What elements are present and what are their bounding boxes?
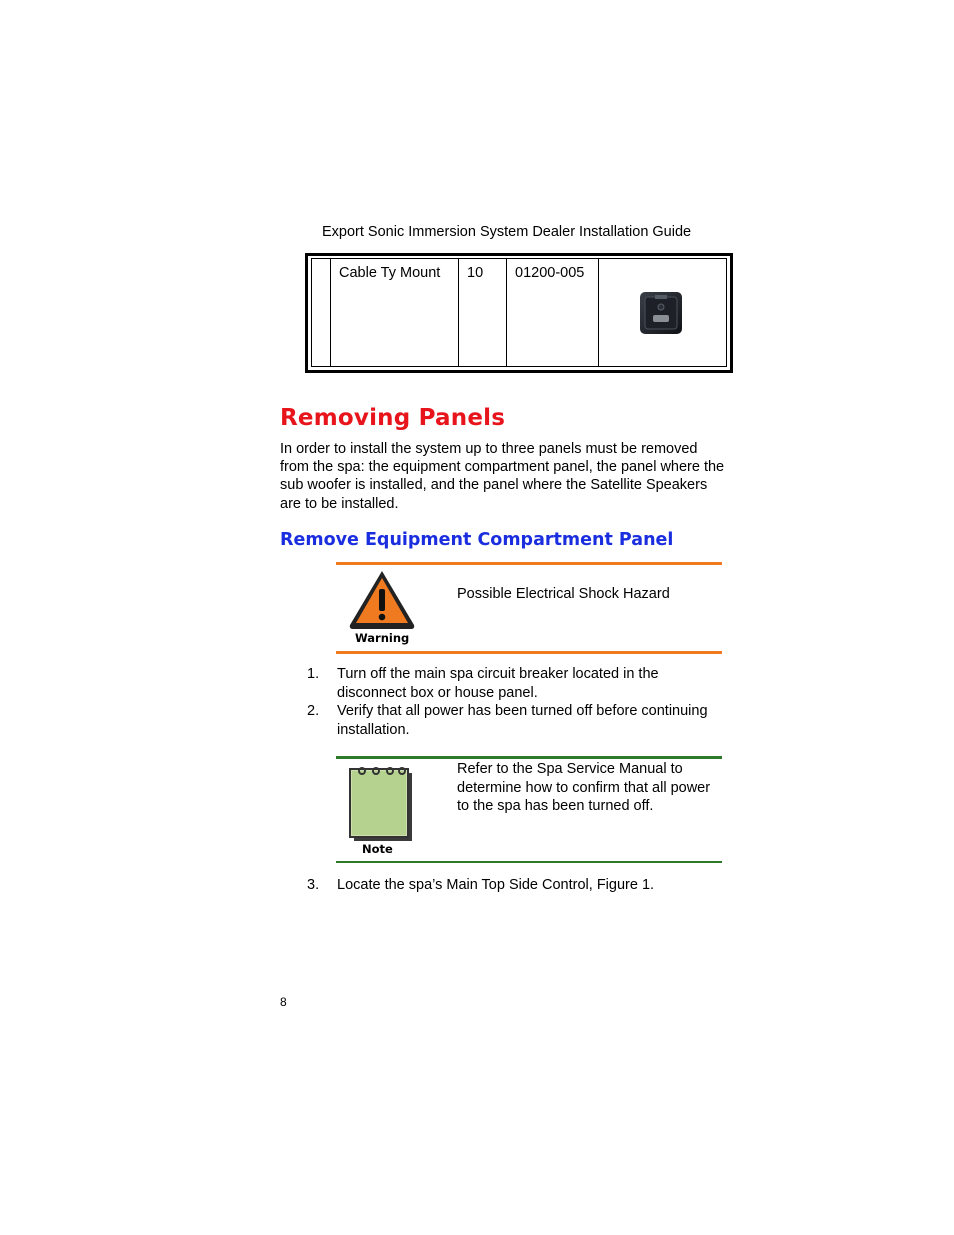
- quantity-cell: 10: [459, 259, 507, 366]
- cable-tie-mount-icon: [637, 289, 685, 337]
- notepad-icon: [346, 763, 416, 843]
- warning-text: Possible Electrical Shock Hazard: [457, 586, 670, 602]
- part-number-cell: 01200-005: [507, 259, 599, 366]
- description-cell: Cable Ty Mount: [331, 259, 459, 366]
- parts-table: [305, 253, 733, 373]
- image-cell: [599, 259, 726, 366]
- note-text: Refer to the Spa Service Manual to determine how to confirm that all power to the spa has been turned off.: [457, 761, 711, 814]
- list-item: 2. Verify that all power has been turned off before continuing installation.: [307, 703, 708, 738]
- note-callout: [336, 756, 722, 863]
- list-item: 3. Locate the spa’s Main Top Side Control, Figure 1.: [307, 877, 655, 893]
- section-heading: Removing Panels: [280, 405, 506, 431]
- running-header: Export Sonic Immersion System Dealer Installation Guide: [322, 224, 692, 240]
- warning-caption: Warning: [355, 631, 410, 645]
- item-cell: [312, 259, 331, 366]
- list-item: 1. Turn off the main spa circuit breaker located in the disconnect box or house panel.: [307, 666, 659, 701]
- page-number: 8: [280, 995, 287, 1009]
- warning-callout: [336, 562, 722, 654]
- warning-triangle-icon: [346, 567, 418, 631]
- table-row: [311, 258, 727, 367]
- note-caption: Note: [362, 842, 393, 856]
- steps-list-a: [307, 665, 727, 739]
- subsection-heading: Remove Equipment Compartment Panel: [280, 530, 674, 550]
- steps-list-b: [307, 876, 727, 895]
- intro-paragraph: In order to install the system up to three panels must be removed from the spa: the equipment compartment panel, the panel where the sub woofer is installed, and the panel where the Satellite Speakers are to be installed.: [280, 441, 725, 512]
